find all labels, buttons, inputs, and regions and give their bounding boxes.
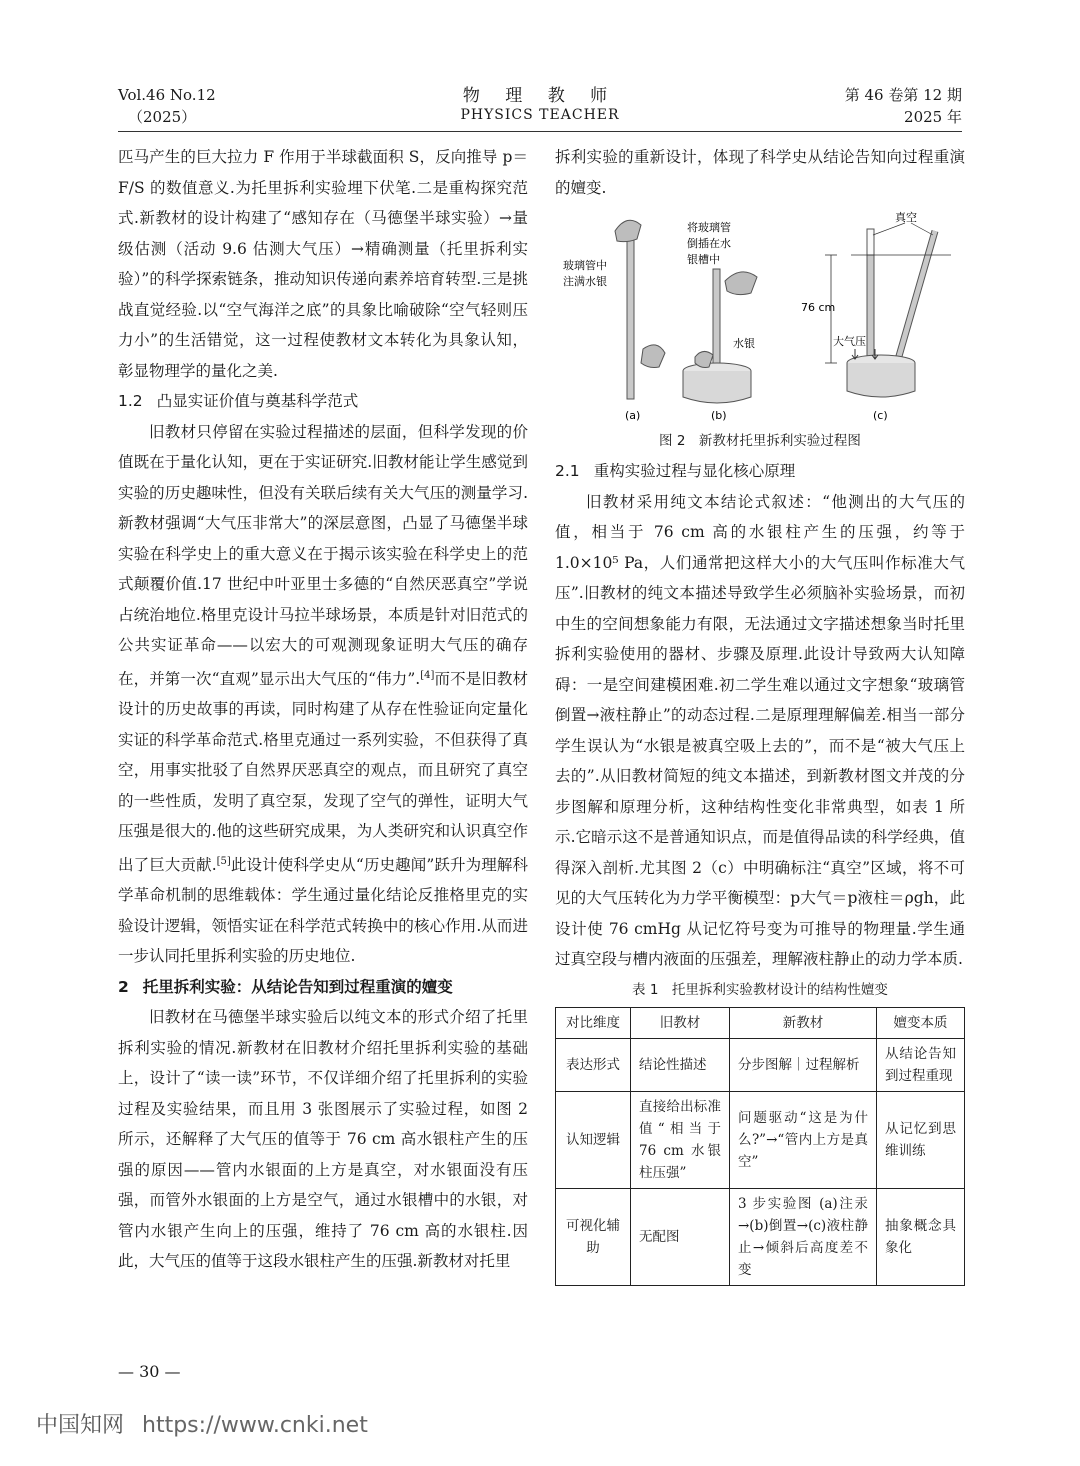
vacuum-pointer [911,223,933,235]
table-row [556,1091,965,1188]
cnki-logo-text: 中国知网 [36,1413,125,1438]
hand-icon [725,272,757,295]
watermark [36,1408,368,1439]
citation-ref[interactable]: [5] [216,855,231,867]
paragraph: 旧教材在马德堡半球实验后以纯文本的形式介绍了托里拆利实验的情况.新教材在旧教材介绍托里拆利实验的基础上，设计了“读一读”环节，不仅详细介绍了托里拆利的实验过程及实验结果，而且用 3 张图展示了实验过程，如图 2 所示，还解释了大气压的值等于 76 cm 高水银柱产生的压强的原因——管内水银面的上方是真空，对水银面没有压强，而管外水银面的上方是空气，通过水银槽中的水银，对管内水银产生向上的压强，维持了 76 cm 高的水银柱.因此，大气压的值等于这段水银柱产生的压强.新教材对托里 [118,1008,528,1271]
issue-cn: 第 46 卷第 12 期 [844,86,962,104]
table-cell: 分步图解｜过程解析 [730,1038,877,1091]
figure-2 [555,209,965,424]
paragraph: 拆利实验的重新设计，体现了科学史从结论告知向过程重演的嬗变. [555,148,965,197]
table-cell: 问题驱动“这是为什么?”→“管内上方是真空” [730,1091,877,1188]
text-span: 此设计使科学史从“历史趣闻”跃升为理解科学革命机制的思维载体：学生通过量化结论反推格里克的实验设计逻辑，领悟实证在科学范式转换中的核心作用.从而进一步认同托里拆利实验的历史地位. [118,855,528,966]
glass-tube-c-tilted-fill [893,231,935,377]
section-heading-2 [118,972,528,1003]
torricelli-figure [555,209,965,424]
page-number: — 30 — [118,1362,181,1381]
label-invert-1: 将玻璃管 [687,221,731,234]
glass-tube-a [627,229,634,399]
section-title: 托里拆利实验：从结论告知到过程重演的嬗变 [142,977,453,996]
table-header-row [556,1007,965,1038]
section-heading-2-1 [555,456,965,487]
sub-label-b: (b) [711,409,727,422]
section-title: 凸显实证价值与奠基科学范式 [156,392,359,410]
table-cell: 表达形式 [556,1038,631,1091]
table-cell: 抽象概念具象化 [877,1188,965,1285]
mercury-trough-c [847,363,915,397]
paragraph [118,417,528,972]
label-76cm: 76 cm [801,301,836,314]
volume-en: Vol.46 No.12 [118,86,216,104]
section-title: 重构实验过程与显化核心原理 [593,462,796,480]
hand-icon [641,345,665,368]
header-issue [845,84,962,128]
section-heading-1-2 [118,386,528,417]
table-cell: 可视化辅助 [556,1188,631,1285]
header-rule [118,131,962,132]
vacuum-pointer [873,223,905,235]
table-cell: 从记忆到思维训练 [877,1091,965,1188]
journal-cn: 物 理 教 师 [462,86,618,106]
right-column [555,142,965,1286]
table-cell: 无配图 [631,1188,730,1285]
table-cell: 直接给出标准值“相当于 76 cm 水银柱压强” [631,1091,730,1188]
table-cell: 从结论告知到过程重现 [877,1038,965,1091]
table-cell: 认知逻辑 [556,1091,631,1188]
mercury-trough-b [683,371,751,403]
year-cn: 2025 年 [904,108,962,126]
label-vacuum: 真空 [895,211,917,224]
year-en: （2025） [128,108,197,126]
cnki-url[interactable]: https://www.cnki.net [142,1413,368,1438]
section-number: 2.1 [555,462,580,480]
label-fill-2: 注满水银 [563,275,607,288]
label-fill-1: 玻璃管中 [563,259,607,272]
table-cell: 3 步实验图 (a)注汞→(b)倒置→(c)液柱静止→倾斜后高度差不变 [730,1188,877,1285]
table-header: 嬗变本质 [877,1007,965,1038]
sub-label-c: (c) [873,409,888,422]
text-span: 旧教材只停留在实验过程描述的层面，但科学发现的价值既在于量化认知，更在于实证研究.旧教材能让学生感觉到实验的历史趣味性，但没有关联后续有关大气压的测量学习.新教材强调“大气压非常大”的深层意图，凸显了马德堡半球实验在科学史上的重大意义在于揭示该实验在科学史上的范式颠覆价值.17 世纪中叶亚里士多德的“自然厌恶真空”学说占统治地位.格里克设计马拉半球场景，本质是针对旧范式的公共实证革命——以宏大的可观测现象证明大气压的确存在，并第一次“直观”显示出大气压的“伟力”. [118,422,528,688]
table-header: 新教材 [730,1007,877,1038]
label-atm: 大气压 [833,335,866,348]
label-mercury: 水银 [733,337,755,350]
journal-en: PHYSICS TEACHER [460,107,620,123]
table-header: 对比维度 [556,1007,631,1038]
label-invert-3: 银槽中 [687,253,720,266]
paragraph: 旧教材采用纯文本结论式叙述：“他测出的大气压的值，相当于 76 cm 高的水银柱产生的压强，约等于 1.0×10⁵ Pa，人们通常把这样大小的大气压叫作标准大气压”.旧教材的纯文本描述导致学生必须脑补实验场景，而初中生的空间想象能力有限，无法通过文字描述想象当时托里拆利实验使用的器材、步骤及原理.此设计导致两大认知障碍：一是空间建模困难.初二学生难以通过文字想象“玻璃管倒置→液柱静止”的动态过程.二是原理理解偏差.相当一部分学生误认为“水银是被真空吸上去的”，而不是“被大气压上去的”.从旧教材简短的纯文本描述，到新教材图文并茂的分步图解和原理分析，这种结构性变化非常典型，如表 1 所示.它暗示这不是普通知识点，而是值得品读的科学经典，值得深入剖析.尤其图 2（c）中明确标注“真空”区域，将不可见的大气压转化为力学平衡模型：p大气＝p液柱＝ρgh，此设计使 76 cmHg 从记忆符号变为可推导的物理量.学生通过真空段与槽内液面的压强差，理解液柱静止的动力学本质. [555,492,965,968]
hand-icon [615,220,641,241]
table-caption: 表 1 托里拆利实验教材设计的结构性嬗变 [632,981,888,998]
sub-label-a: (a) [625,409,641,422]
left-column [118,142,528,1277]
table-row [556,1188,965,1285]
figure-caption: 图 2 新教材托里拆利实验过程图 [659,433,861,449]
text-span: 而不是旧教材设计的历史故事的再读，同时构建了从存在性验证向定量化实证的科学革命范式.格里克通过一系列实验，不但获得了真空，用事实批驳了自然界厌恶真空的观点，而且研究了真空的一些性质，发明了真空泵，发现了空气的弹性，证明大气压强是很大的.他的这些研究成果，为人类研究和认识真空作出了巨大贡献. [118,669,528,874]
paragraph: 匹马产生的巨大拉力 F 作用于半球截面积 S，反向推导 p＝F/S 的数值意义.为托里拆利实验埋下伏笔.二是重构探究范式.新教材的设计构建了“感知存在（马德堡半球实验）→量级估测（活动 9.6 估测大气压）→精确测量（托里拆利实验）”的科学探索链条，推动知识传递向素养培育转型.三是挑战直觉经验.以“空气海洋之底”的具象比喻破除“空气轻则压力小”的生活错觉，这一过程使教材文本转化为具象认知，彰显物理学的量化之美. [118,148,528,380]
section-number: 1.2 [118,392,143,410]
vacuum-region [867,229,874,255]
label-invert-2: 倒插在水 [687,237,731,250]
section-number: 2 [118,977,129,996]
table-cell: 结论性描述 [631,1038,730,1091]
comparison-table [555,1007,965,1286]
table-row [556,1038,965,1091]
citation-ref[interactable]: [4] [420,669,435,681]
table-header: 旧教材 [631,1007,730,1038]
